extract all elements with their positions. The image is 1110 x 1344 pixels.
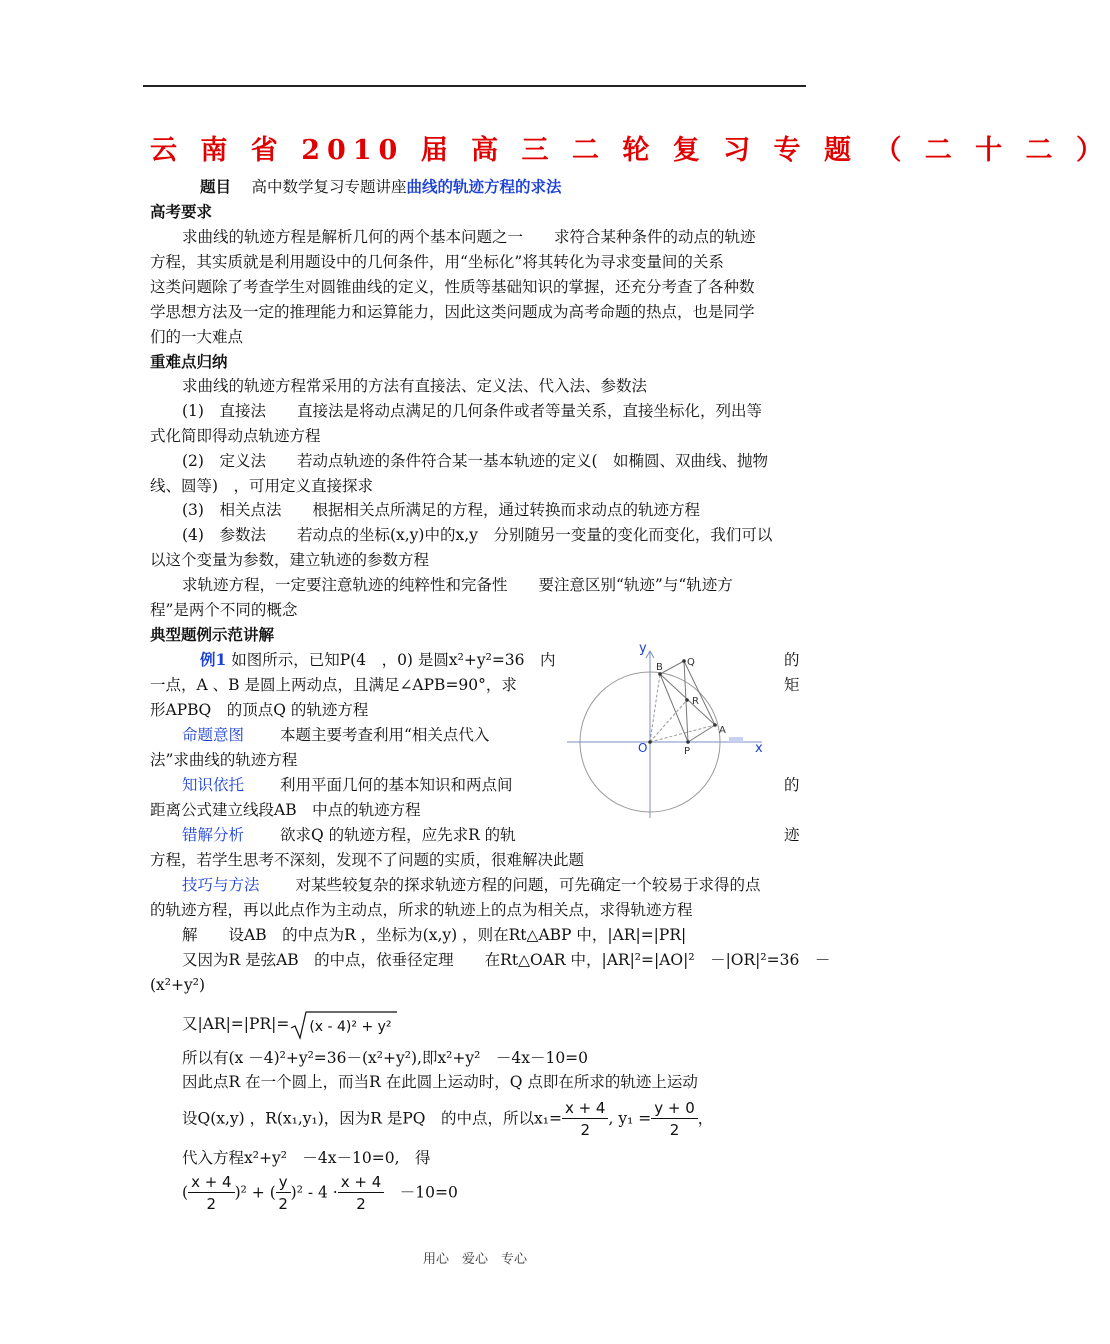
label-O: O [638, 741, 648, 755]
solution-line: 所以有(x －4)²+y²=36－(x²+y²),即x²+y² －4x－10=0 [182, 1049, 589, 1067]
intent-line [182, 724, 489, 746]
fraction-denominator: 2 [669, 1121, 680, 1139]
error-line: 方程，若学生思考不深刻，发现不了问题的实质，很难解决此题 [150, 851, 585, 869]
topic-line [200, 176, 561, 198]
point-P [686, 740, 690, 744]
heading-gaokao: 高考要求 [150, 202, 213, 221]
sqrt-radicand: (x - 4)² + y² [309, 1019, 392, 1035]
solution-line: 代入方程x²+y² －4x－10=0, 得 [182, 1149, 431, 1167]
axis-marker-icon [729, 737, 743, 742]
label-y: y [639, 641, 647, 656]
knowledge-label: 知识依托 [182, 776, 245, 794]
segment-QA [684, 661, 715, 725]
page-footer: 用心 爱心 专心 [422, 1252, 527, 1267]
example-text: 如图所示，已知P(4 ，0) 是圆x²+y²=36 内 [231, 651, 556, 669]
fraction-denominator: 2 [206, 1195, 217, 1213]
para-line: 们的一大难点 [150, 328, 244, 346]
example-line-end: 的 [784, 651, 800, 669]
fraction-numerator: y [276, 1172, 291, 1193]
solution-text: , y₁ = [608, 1109, 652, 1128]
segment-PA [688, 725, 715, 742]
knowledge-text: 利用平面几何的基本知识和两点间 [279, 776, 513, 794]
solution-equation [182, 1172, 458, 1215]
fraction-numerator: x + 4 [562, 1098, 609, 1119]
heading-difficulties: 重难点归纳 [150, 352, 228, 371]
solution-text: ， [697, 1109, 714, 1128]
fraction-numerator: y + 0 [651, 1098, 698, 1119]
skill-label: 技巧与方法 [182, 876, 260, 894]
label-R: R [692, 696, 699, 707]
intent-line: 法”求曲线的轨迹方程 [150, 751, 298, 769]
label-B: B [656, 662, 663, 673]
method-line: 以这个变量为参数，建立轨迹的参数方程 [150, 551, 430, 569]
fraction [562, 1098, 609, 1141]
label-x: x [755, 741, 763, 756]
fraction-numerator: x + 4 [188, 1172, 235, 1193]
fraction [338, 1172, 385, 1215]
topic-prefix: 高中数学复习专题讲座 [251, 178, 407, 196]
skill-text: 对某些较复杂的探求轨迹方程的问题，可先确定一个较易于求得的点 [295, 876, 761, 894]
geometry-figure [562, 636, 772, 826]
skill-line [182, 874, 760, 896]
sqrt-expression [289, 1010, 399, 1040]
error-line [182, 824, 516, 846]
skill-line: 的轨迹方程，再以此点作为主动点，所求的轨迹上的点为相关点，求得轨迹方程 [150, 901, 693, 919]
eq-part: －10=0 [399, 1183, 458, 1202]
example-line-end: 矩 [784, 676, 800, 694]
segment-BP [660, 674, 688, 742]
method-line: 线、圆等) ，可用定义直接探求 [150, 477, 374, 495]
fraction [276, 1172, 291, 1215]
method-line: (2) 定义法 若动点轨迹的条件符合某一基本轨迹的定义( 如椭圆、双曲线、抛物 [182, 452, 769, 470]
knowledge-line [182, 774, 512, 796]
error-line-end: 迹 [784, 826, 800, 844]
para-line: 方程，其实质就是利用题设中的几何条件，用“坐标化”将其转化为寻求变量间的关系 [150, 253, 724, 271]
method-line: (3) 相关点法 根据相关点所满足的方程，通过转换而求动点的轨迹方程 [182, 501, 700, 519]
point-O [648, 740, 652, 744]
example-line: 一点，A 、B 是圆上两动点，且满足∠APB=90°，求 [150, 676, 517, 694]
example-line [200, 649, 556, 671]
fraction-numerator: x + 4 [338, 1172, 385, 1193]
eq-part: )² - 4 · [290, 1183, 338, 1202]
para-line: 求轨迹方程，一定要注意轨迹的纯粹性和完备性 要注意区别“轨迹”与“轨迹方 [182, 576, 733, 594]
example-label: 例1 [200, 650, 227, 669]
intent-text: 本题主要考查利用“相关点代入 [279, 726, 490, 744]
segment-BQ [660, 661, 684, 674]
para-line: 这类问题除了考查学生对圆锥曲线的定义，性质等基础知识的掌握，还充分考查了各种数 [150, 278, 755, 296]
segment-OB [650, 674, 660, 742]
solution-line-fractions [182, 1098, 713, 1141]
label-A: A [719, 725, 726, 736]
solution-line: (x²+y²) [150, 976, 206, 994]
eq-part: ( [182, 1183, 189, 1202]
label-P: P [684, 746, 691, 757]
topic-highlight: 曲线的轨迹方程的求法 [406, 177, 562, 196]
intent-label: 命题意图 [182, 726, 245, 744]
para-line: 求曲线的轨迹方程是解析几何的两个基本问题之一 求符合某种条件的动点的轨迹 [182, 228, 756, 246]
heading-examples: 典型题例示范讲解 [150, 625, 275, 644]
point-A [713, 723, 717, 727]
error-text: 欲求Q 的轨迹方程，应先求R 的轨 [279, 826, 516, 844]
fraction [188, 1172, 235, 1215]
label-Q: Q [687, 657, 695, 668]
fraction-denominator: 2 [356, 1195, 366, 1213]
fraction [651, 1098, 698, 1141]
point-Q [682, 659, 686, 663]
solution-line: 因此点R 在一个圆上，而当R 在此圆上运动时，Q 点即在所求的轨迹上运动 [182, 1073, 698, 1091]
example-line: 形APBQ 的顶点Q 的轨迹方程 [150, 701, 369, 719]
method-line: (1) 直接法 直接法是将动点满足的几何条件或者等量关系，直接坐标化，列出等 [182, 402, 762, 420]
para-line: 程”是两个不同的概念 [150, 601, 298, 619]
solution-line-sqrt [182, 1010, 399, 1040]
knowledge-line-end: 的 [784, 776, 800, 794]
knowledge-line: 距离公式建立线段AB 中点的轨迹方程 [150, 801, 421, 819]
header-rule [143, 85, 806, 87]
method-line: (4) 参数法 若动点的坐标(x,y)中的x,y 分别随另一变量的变化而变化，我们可以 [182, 526, 773, 544]
error-label: 错解分析 [182, 826, 245, 844]
fraction-denominator: 2 [580, 1121, 590, 1139]
fraction-denominator: 2 [278, 1195, 288, 1213]
para-line: 求曲线的轨迹方程常采用的方法有直接法、定义法、代入法、参数法 [182, 377, 648, 395]
topic-label: 题目 [200, 177, 232, 196]
solution-line: 解 设AB 的中点为R ，坐标为(x,y) ，则在Rt△ABP 中，|AR|=|PR| [182, 926, 687, 944]
point-R [685, 698, 689, 702]
solution-text: 又|AR|=|PR|= [182, 1015, 290, 1033]
method-line: 式化简即得动点轨迹方程 [150, 427, 321, 445]
solution-text: 设Q(x,y) ，R(x₁,y₁)，因为R 是PQ 的中点，所以x₁= [182, 1109, 562, 1128]
page-title: 云 南 省 2010 届 高 三 二 轮 复 习 专 题 （ 二 十 二 ） [150, 135, 1110, 166]
solution-line: 又因为R 是弦AB 的中点，依垂径定理 在Rt△OAR 中，|AR|²=|AO|² －|OR|²=36 － [182, 951, 831, 969]
eq-part: )² + ( [234, 1183, 276, 1202]
para-line: 学思想方法及一定的推理能力和运算能力，因此这类问题成为高考命题的热点，也是同学 [150, 303, 755, 321]
